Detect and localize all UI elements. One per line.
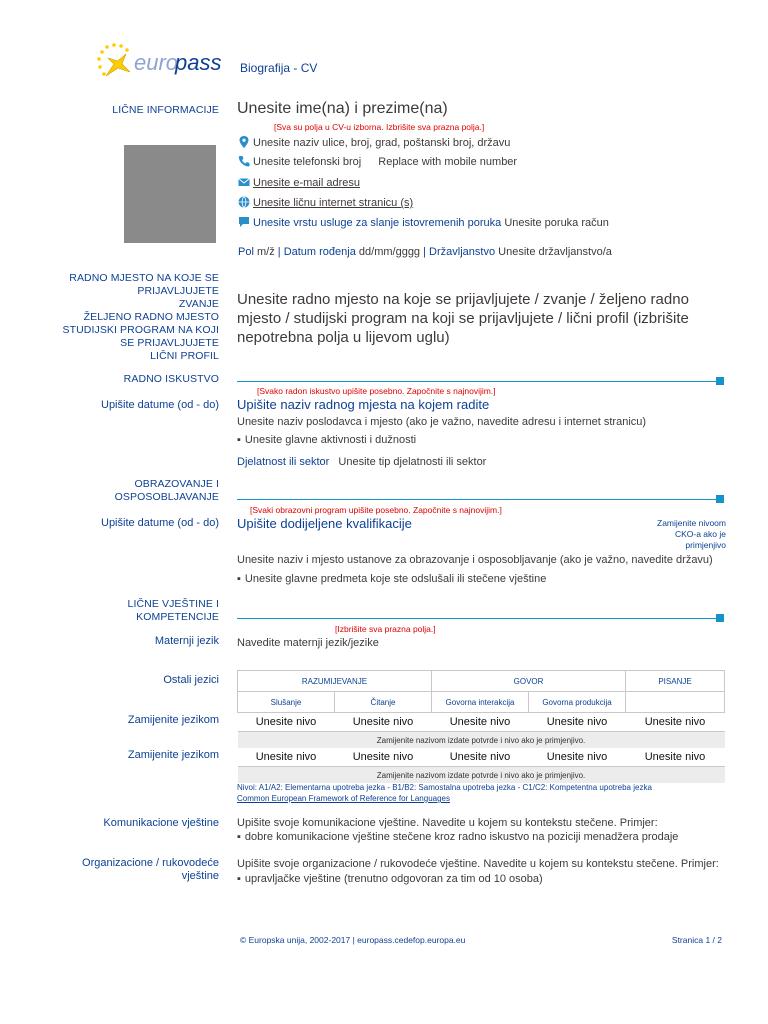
separator: |	[277, 246, 281, 258]
level-cell[interactable]: Unesite nivo	[335, 713, 432, 732]
website-row	[238, 196, 413, 209]
understanding-header: RAZUMIJEVANJE	[238, 671, 432, 692]
levels-legend: Nivoi: A1/A2: Elementarna upotreba jezka - B1/B2: Samostalna upotreba jezka - C1/C2: Kompetentna upotreba jezka	[237, 783, 652, 792]
sector-value[interactable]: Unesite tip djelatnosti ili sektor	[338, 456, 487, 468]
personal-details-row	[238, 246, 612, 258]
im-account-text[interactable]: Unesite poruka račun	[504, 217, 609, 229]
sex-value[interactable]: m/ž	[256, 246, 275, 258]
activities-text[interactable]: ▪ Unesite glavne aktivnosti i dužnosti	[237, 434, 416, 446]
dob-label: Datum rođenja	[283, 246, 356, 258]
position-text[interactable]: Unesite radno mjesto na koje se prijavljujete / zvanje / željeno radno mjesto / studijski program na koji se prijavljujete / lični profil (izbrišite nepotrebna polja u lijevom uglu)	[237, 291, 689, 346]
spoken-interaction-header: Govorna interakcija	[432, 692, 529, 713]
phone-text[interactable]: Unesite telefonski broj	[253, 156, 362, 168]
level-cell[interactable]: Unesite nivo	[529, 748, 626, 767]
work-dates[interactable]: Upišite datume (od - do)	[101, 399, 219, 411]
level-cell[interactable]: Unesite nivo	[626, 713, 725, 732]
reading-header: Čitanje	[335, 692, 432, 713]
language-name[interactable]: Zamijenite jezikom	[127, 749, 219, 761]
footer-page-number: Stranica 1 / 2	[671, 935, 722, 945]
im-row	[238, 216, 609, 229]
europass-logo	[96, 42, 236, 82]
photo-placeholder[interactable]	[124, 145, 216, 243]
listening-header: Slušanje	[238, 692, 335, 713]
level-cell[interactable]: Unesite nivo	[335, 748, 432, 767]
work-note: [Svako radon iskustvo upišite posebno. Započnite s najnovijim.]	[257, 386, 496, 396]
level-cell[interactable]: Unesite nivo	[432, 748, 529, 767]
level-cell[interactable]: Unesite nivo	[238, 748, 335, 767]
communication-skills-example[interactable]: ▪ dobre komunikacione vještine stečene kroz radno iskustvo na poziciji menadžera prodaje	[237, 831, 678, 843]
email-row	[238, 176, 360, 189]
spoken-production-header: Govorna produkcija	[529, 692, 626, 713]
im-service-text[interactable]: Unesite vrstu usluge za slanje istovremenih poruka	[253, 217, 502, 229]
writing-header: PISANJE	[626, 671, 725, 692]
organisational-skills-example[interactable]: ▪ upravljačke vještine (trenutno odgovoran za tim od 10 osoba)	[237, 873, 543, 885]
section-marker	[716, 495, 724, 503]
section-marker	[716, 377, 724, 385]
sector-row	[237, 456, 486, 468]
communication-skills-text[interactable]: Upišite svoje komunikacione vještine. Navedite u kojem su kontekstu stečene. Primjer:	[237, 817, 658, 829]
skills-label: LIČNE VJEŠTINE I KOMPETENCIJE	[127, 598, 219, 623]
nationality-label: Državljanstvo	[429, 246, 496, 258]
organisational-skills-text[interactable]: Upišite svoje organizacione / rukovodeće vještine. Navedite u kojem su kontekstu stečene. Primjer:	[237, 858, 719, 870]
education-note: [Svaki obrazovni program upišite posebno. Započnite s najnovijim.]	[250, 505, 502, 515]
language-skills-table	[237, 670, 725, 783]
logo-text-euro: euro	[134, 50, 179, 75]
education-dates[interactable]: Upišite datume (od - do)	[101, 517, 219, 529]
mother-tongue-value[interactable]: Navedite maternji jezik/jezike	[237, 637, 379, 649]
language-name[interactable]: Zamijenite jezikom	[127, 714, 219, 726]
level-cell[interactable]: Unesite nivo	[432, 713, 529, 732]
location-pin-icon	[238, 136, 250, 148]
name-field[interactable]: Unesite ime(na) i prezime(na)	[237, 100, 448, 117]
cefr-link[interactable]: Common European Framework of Reference for Languages	[237, 794, 450, 803]
speaking-header: GOVOR	[432, 671, 626, 692]
mobile-text[interactable]: Replace with mobile number	[378, 156, 518, 168]
subjects-text[interactable]: ▪ Unesite glavne predmeta koje ste odslušali ili stečene vještine	[237, 573, 546, 585]
logo-text-pass: pass	[175, 50, 222, 75]
sex-label: Pol	[238, 246, 254, 258]
writing-subheader	[626, 692, 725, 713]
phone-icon	[238, 155, 250, 167]
mother-tongue-label: Maternji jezik	[154, 635, 219, 647]
footer-copyright: © Europska unija, 2002-2017 | europass.cedefop.europa.eu	[240, 935, 466, 945]
address-row	[238, 136, 510, 149]
work-experience-label: RADNO ISKUSTVO	[123, 373, 219, 385]
certificate-cell[interactable]: Zamijenite nazivom izdate potvrde i nivo ako je primjenjivo.	[238, 767, 725, 784]
document-title: Biografija - CV	[240, 61, 318, 75]
organisational-skills-label: Organizacione / rukovodeće vještine	[82, 857, 219, 882]
institution-text[interactable]: Unesite naziv i mjesto ustanove za obrazovanje i osposobljavanje (ako je važno, navedite državu)	[237, 554, 713, 566]
qualification-title[interactable]: Upišite dodijeljene kvalifikacije	[237, 516, 412, 531]
website-text[interactable]: Unesite ličnu internet stranicu (s)	[253, 197, 414, 209]
section-divider	[237, 618, 716, 619]
section-divider	[237, 381, 716, 382]
optional-fields-note: [Sva su polja u CV-u izborna. Izbrišite sva prazna polja.]	[274, 122, 485, 132]
education-label: OBRAZOVANJE I OSPOSOBLJAVANJE	[114, 478, 219, 503]
level-cell[interactable]: Unesite nivo	[529, 713, 626, 732]
certificate-cell[interactable]: Zamijenite nazivom izdate potvrde i nivo ako je primjenjivo.	[238, 732, 725, 749]
other-languages-label: Ostali jezici	[163, 674, 219, 686]
employer-text[interactable]: Unesite naziv poslodavca i mjesto (ako je važno, navedite adresu i internet stranicu)	[237, 416, 647, 428]
level-placeholder[interactable]: Zamijenite nivoom CKO-a ako je primjenjivo	[657, 518, 726, 550]
job-title[interactable]: Upišite naziv radnog mjesta na kojem radite	[237, 397, 490, 412]
separator: |	[423, 246, 426, 258]
email-text[interactable]: Unesite e-mail adresu	[253, 177, 360, 189]
sector-label: Djelatnost ili sektor	[237, 456, 330, 468]
skills-note: [Izbrišite sva prazna polja.]	[335, 624, 436, 634]
level-cell[interactable]: Unesite nivo	[626, 748, 725, 767]
communication-skills-label: Komunikacione vještine	[103, 817, 219, 829]
address-text[interactable]: Unesite naziv ulice, broj, grad, poštanski broj, državu	[253, 137, 511, 149]
globe-icon	[238, 196, 250, 208]
chat-bubble-icon	[238, 216, 250, 228]
email-envelope-icon	[238, 176, 250, 188]
europass-star-figure-icon	[96, 42, 136, 82]
phone-row	[238, 155, 517, 168]
nationality-value[interactable]: Unesite državljanstvo/a	[498, 246, 612, 258]
position-label: RADNO MJESTO NA KOJE SE PRIJAVLJUJETE ZVANJE ŽELJENO RADNO MJESTO STUDIJSKI PROGRAM NA KOJI SE PRIJAVLJUJETE LIČNI PROFIL	[62, 272, 219, 362]
level-cell[interactable]: Unesite nivo	[238, 713, 335, 732]
section-marker	[716, 614, 724, 622]
dob-value[interactable]: dd/mm/gggg	[358, 246, 421, 258]
section-divider	[237, 499, 716, 500]
personal-info-label: LIČNE INFORMACIJE	[112, 104, 219, 116]
